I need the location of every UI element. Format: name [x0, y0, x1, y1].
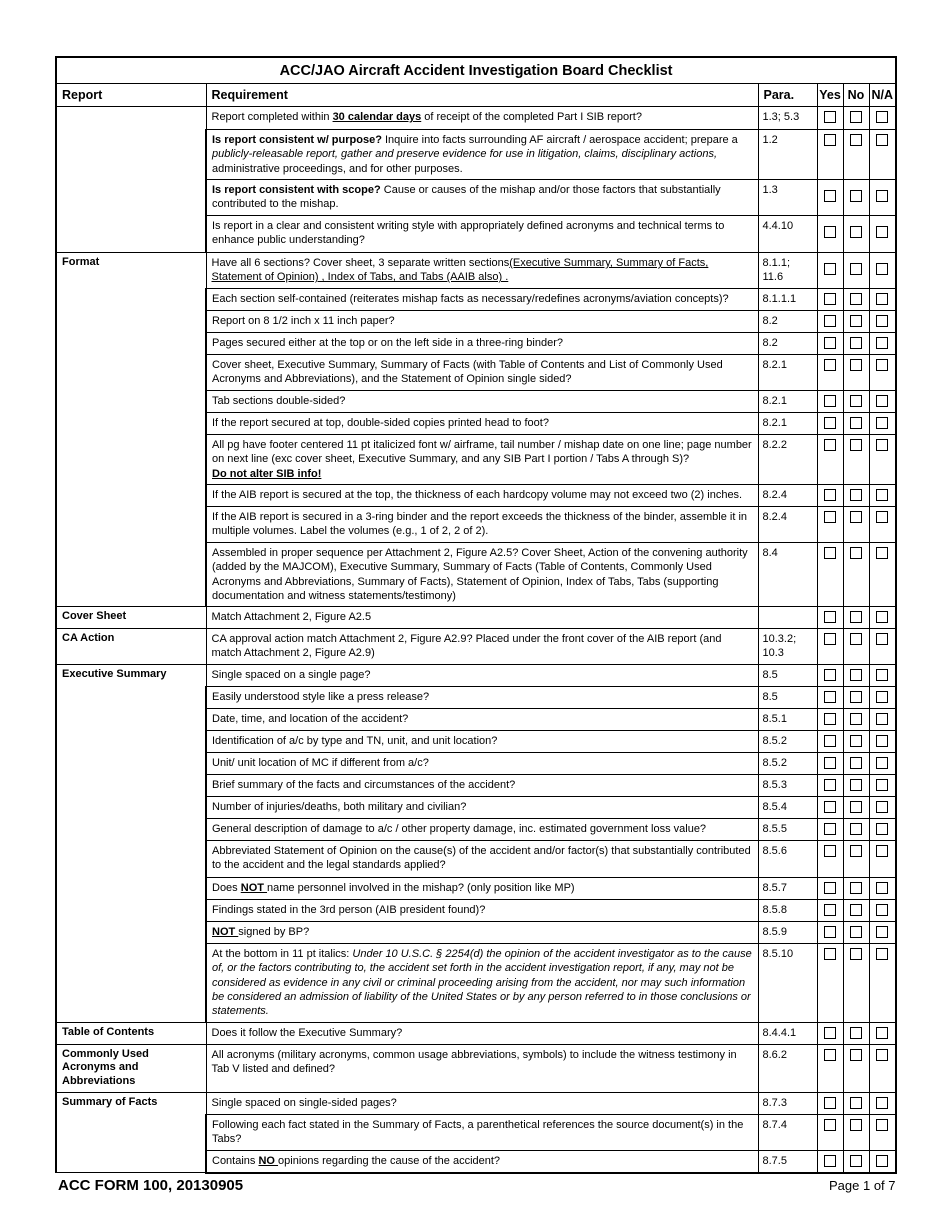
section-acronyms: Commonly Used Acronyms and Abbreviations — [56, 1044, 206, 1092]
para-ref: 1.3; 5.3 — [758, 107, 817, 130]
na-checkbox[interactable] — [869, 413, 896, 435]
no-checkbox[interactable] — [843, 629, 869, 665]
na-checkbox[interactable] — [869, 819, 896, 841]
na-checkbox[interactable] — [869, 1044, 896, 1092]
table-row — [56, 107, 896, 130]
para-ref: 8.2 — [758, 333, 817, 355]
yes-checkbox[interactable] — [817, 253, 843, 289]
para-ref: 8.4.4.1 — [758, 1022, 817, 1044]
para-ref: 8.5.2 — [758, 731, 817, 753]
para-ref — [758, 607, 817, 629]
no-checkbox[interactable] — [843, 253, 869, 289]
no-checkbox[interactable] — [843, 1114, 869, 1150]
yes-checkbox[interactable] — [817, 311, 843, 333]
para-ref: 8.5.2 — [758, 753, 817, 775]
requirement-text: Identification of a/c by type and TN, unit, and unit location? — [206, 731, 758, 753]
yes-checkbox[interactable] — [817, 900, 843, 922]
col-header-para: Para. — [758, 84, 817, 107]
para-ref: 8.5.9 — [758, 922, 817, 944]
na-checkbox[interactable] — [869, 753, 896, 775]
no-checkbox[interactable] — [843, 753, 869, 775]
para-ref: 8.2.4 — [758, 507, 817, 543]
no-checkbox[interactable] — [843, 607, 869, 629]
section-ca-action: CA Action — [56, 629, 206, 665]
requirement-text: Assembled in proper sequence per Attachment 2, Figure A2.5? Cover Sheet, Action of the convening authority (added by the MAJCOM), Executive Summary, Summary of Facts (Table of Contents, Commonly Used Acronyms and Abbreviations, Summary of Facts), Statement of Opinion, Index of Tabs, Tabs (supporting documentation and witness statements/testimony) — [206, 543, 758, 607]
na-checkbox[interactable] — [869, 289, 896, 311]
no-checkbox[interactable] — [843, 180, 869, 216]
no-checkbox[interactable] — [843, 797, 869, 819]
col-header-report: Report — [56, 84, 206, 107]
requirement-text: Easily understood style like a press release? — [206, 687, 758, 709]
requirement-text: If the report secured at top, double-sided copies printed head to foot? — [206, 413, 758, 435]
na-checkbox[interactable] — [869, 507, 896, 543]
col-header-yes: Yes — [817, 84, 843, 107]
para-ref: 8.2.1 — [758, 391, 817, 413]
para-ref: 4.4.10 — [758, 216, 817, 253]
na-checkbox[interactable] — [869, 665, 896, 687]
requirement-text: Match Attachment 2, Figure A2.5 — [206, 607, 758, 629]
para-ref: 8.2.2 — [758, 435, 817, 485]
yes-checkbox[interactable] — [817, 665, 843, 687]
yes-checkbox[interactable] — [817, 107, 843, 130]
yes-checkbox[interactable] — [817, 1022, 843, 1044]
na-checkbox[interactable] — [869, 1022, 896, 1044]
table-row — [56, 1092, 896, 1114]
para-ref: 8.5.10 — [758, 944, 817, 1022]
section-table-of-contents: Table of Contents — [56, 1022, 206, 1044]
yes-checkbox[interactable] — [817, 797, 843, 819]
para-ref: 8.5.4 — [758, 797, 817, 819]
col-header-no: No — [843, 84, 869, 107]
para-ref: 8.4 — [758, 543, 817, 607]
page-number: Page 1 of 7 — [829, 1178, 896, 1193]
yes-checkbox[interactable] — [817, 878, 843, 900]
no-checkbox[interactable] — [843, 435, 869, 485]
na-checkbox[interactable] — [869, 1114, 896, 1150]
yes-checkbox[interactable] — [817, 180, 843, 216]
no-checkbox[interactable] — [843, 731, 869, 753]
no-checkbox[interactable] — [843, 1092, 869, 1114]
requirement-text: Each section self-contained (reiterates mishap facts as necessary/redefines acronyms/aviation concepts)? — [206, 289, 758, 311]
section-summary-of-facts: Summary of Facts — [56, 1092, 206, 1173]
no-checkbox[interactable] — [843, 900, 869, 922]
yes-checkbox[interactable] — [817, 775, 843, 797]
no-checkbox[interactable] — [843, 841, 869, 878]
yes-checkbox[interactable] — [817, 687, 843, 709]
no-checkbox[interactable] — [843, 507, 869, 543]
no-checkbox[interactable] — [843, 1022, 869, 1044]
form-number: ACC FORM 100, 20130905 — [58, 1177, 244, 1194]
requirement-text: Pages secured either at the top or on the left side in a three-ring binder? — [206, 333, 758, 355]
yes-checkbox[interactable] — [817, 629, 843, 665]
requirement-text: All acronyms (military acronyms, common usage abbreviations, symbols) to include the witness testimony in Tab V listed and defined? — [206, 1044, 758, 1092]
requirement-text: NOT signed by BP? — [206, 922, 758, 944]
requirement-text: Does it follow the Executive Summary? — [206, 1022, 758, 1044]
na-checkbox[interactable] — [869, 731, 896, 753]
na-checkbox[interactable] — [869, 311, 896, 333]
no-checkbox[interactable] — [843, 130, 869, 180]
requirement-text: If the AIB report is secured at the top, the thickness of each hardcopy volume may not exceed two (2) inches. — [206, 485, 758, 507]
para-ref: 10.3.2; 10.3 — [758, 629, 817, 665]
na-checkbox[interactable] — [869, 355, 896, 391]
yes-checkbox[interactable] — [817, 841, 843, 878]
requirement-text: Tab sections double-sided? — [206, 391, 758, 413]
requirement-text: Is report consistent with scope? Cause or causes of the mishap and/or those factors that substantially contributed to the mishap. — [206, 180, 758, 216]
para-ref: 8.2.1 — [758, 355, 817, 391]
requirement-text: Cover sheet, Executive Summary, Summary of Facts (with Table of Contents and List of Commonly Used Acronyms and Abbreviations), and the Statement of Opinion single sided? — [206, 355, 758, 391]
para-ref: 8.5.1 — [758, 709, 817, 731]
no-checkbox[interactable] — [843, 413, 869, 435]
para-ref: 1.3 — [758, 180, 817, 216]
na-checkbox[interactable] — [869, 253, 896, 289]
yes-checkbox[interactable] — [817, 922, 843, 944]
para-ref: 8.7.3 — [758, 1092, 817, 1114]
yes-checkbox[interactable] — [817, 543, 843, 607]
requirement-text: Single spaced on single-sided pages? — [206, 1092, 758, 1114]
yes-checkbox[interactable] — [817, 753, 843, 775]
para-ref: 1.2 — [758, 130, 817, 180]
na-checkbox[interactable] — [869, 607, 896, 629]
na-checkbox[interactable] — [869, 1092, 896, 1114]
para-ref: 8.5.5 — [758, 819, 817, 841]
requirement-text: Is report consistent w/ purpose? Inquire into facts surrounding AF aircraft / aerospace accident; prepare a publicly-releasable report, gather and preserve evidence for use in litigation, claims, disciplinary actions, administrative proceedings, and for other purposes. — [206, 130, 758, 180]
para-ref: 8.2.1 — [758, 413, 817, 435]
na-checkbox[interactable] — [869, 333, 896, 355]
requirement-text: Findings stated in the 3rd person (AIB president found)? — [206, 900, 758, 922]
para-ref: 8.6.2 — [758, 1044, 817, 1092]
yes-checkbox[interactable] — [817, 1044, 843, 1092]
no-checkbox[interactable] — [843, 1044, 869, 1092]
yes-checkbox[interactable] — [817, 1114, 843, 1150]
para-ref: 8.5 — [758, 665, 817, 687]
no-checkbox[interactable] — [843, 311, 869, 333]
na-checkbox[interactable] — [869, 216, 896, 253]
no-checkbox[interactable] — [843, 878, 869, 900]
requirement-text: Abbreviated Statement of Opinion on the cause(s) of the accident and/or factor(s) that substantially contributed to the accident and the legal standards applied? — [206, 841, 758, 878]
checklist-table — [55, 56, 897, 1174]
col-header-na: N/A — [869, 84, 896, 107]
requirement-text: Brief summary of the facts and circumstances of the accident? — [206, 775, 758, 797]
no-checkbox[interactable] — [843, 216, 869, 253]
no-checkbox[interactable] — [843, 687, 869, 709]
na-checkbox[interactable] — [869, 1150, 896, 1173]
na-checkbox[interactable] — [869, 391, 896, 413]
requirement-text: All pg have footer centered 11 pt italicized font w/ airframe, tail number / mishap date on one line; page number on next line (exc cover sheet, Executive Summary, and any SIB Part I portion / Tabs A through S)? Do not alter SIB info! — [206, 435, 758, 485]
yes-checkbox[interactable] — [817, 709, 843, 731]
requirement-text: Is report in a clear and consistent writing style with appropriately defined acronyms and technical terms to enhance public understanding? — [206, 216, 758, 253]
para-ref: 8.5 — [758, 687, 817, 709]
requirement-text: Unit/ unit location of MC if different from a/c? — [206, 753, 758, 775]
yes-checkbox[interactable] — [817, 607, 843, 629]
yes-checkbox[interactable] — [817, 944, 843, 1022]
na-checkbox[interactable] — [869, 841, 896, 878]
para-ref: 8.2 — [758, 311, 817, 333]
yes-checkbox[interactable] — [817, 731, 843, 753]
requirement-text: Have all 6 sections? Cover sheet, 3 separate written sections(Executive Summary, Summary of Facts, Statement of Opinion) , Index of Tabs, and Tabs (AAIB also) . — [206, 253, 758, 289]
requirement-text: Report completed within 30 calendar days of receipt of the completed Part I SIB report? — [206, 107, 758, 130]
no-checkbox[interactable] — [843, 289, 869, 311]
para-ref: 8.7.4 — [758, 1114, 817, 1150]
na-checkbox[interactable] — [869, 435, 896, 485]
yes-checkbox[interactable] — [817, 355, 843, 391]
na-checkbox[interactable] — [869, 709, 896, 731]
no-checkbox[interactable] — [843, 391, 869, 413]
no-checkbox[interactable] — [843, 709, 869, 731]
na-checkbox[interactable] — [869, 900, 896, 922]
requirement-text: Does NOT name personnel involved in the mishap? (only position like MP) — [206, 878, 758, 900]
checklist-form — [55, 56, 895, 1174]
table-row — [56, 629, 896, 665]
para-ref: 8.5.8 — [758, 900, 817, 922]
para-ref: 8.1.1.1 — [758, 289, 817, 311]
para-ref: 8.5.3 — [758, 775, 817, 797]
yes-checkbox[interactable] — [817, 485, 843, 507]
requirement-text: At the bottom in 11 pt italics: Under 10 U.S.C. § 2254(d) the opinion of the accident investigator as to the cause of, or the factors contributing to, the accident set forth in the accident investigation report, if any, may not be considered as evidence in any civil or criminal proceeding arising from the accident, nor may such information be considered an admission of liability of the United States or by any person referred to in those conclusions or statements. — [206, 944, 758, 1022]
para-ref: 8.1.1; 11.6 — [758, 253, 817, 289]
section-cover-sheet: Cover Sheet — [56, 607, 206, 629]
yes-checkbox[interactable] — [817, 1092, 843, 1114]
requirement-text: If the AIB report is secured in a 3-ring binder and the report exceeds the thickness of the binder, assemble it in multiple volumes. Label the volumes (e.g., 1 of 2, 2 of 2). — [206, 507, 758, 543]
section-format: Format — [56, 253, 206, 607]
no-checkbox[interactable] — [843, 1150, 869, 1173]
na-checkbox[interactable] — [869, 797, 896, 819]
no-checkbox[interactable] — [843, 775, 869, 797]
yes-checkbox[interactable] — [817, 435, 843, 485]
na-checkbox[interactable] — [869, 107, 896, 130]
no-checkbox[interactable] — [843, 665, 869, 687]
table-row — [56, 1044, 896, 1092]
na-checkbox[interactable] — [869, 543, 896, 607]
table-row — [56, 665, 896, 687]
table-row — [56, 607, 896, 629]
table-row — [56, 253, 896, 289]
requirement-text: Date, time, and location of the accident? — [206, 709, 758, 731]
para-ref: 8.2.4 — [758, 485, 817, 507]
form-title: ACC/JAO Aircraft Accident Investigation Board Checklist — [56, 57, 896, 84]
requirement-text: Number of injuries/deaths, both military and civilian? — [206, 797, 758, 819]
yes-checkbox[interactable] — [817, 216, 843, 253]
na-checkbox[interactable] — [869, 485, 896, 507]
no-checkbox[interactable] — [843, 355, 869, 391]
section-general — [56, 107, 206, 253]
na-checkbox[interactable] — [869, 922, 896, 944]
na-checkbox[interactable] — [869, 944, 896, 1022]
table-row — [56, 1022, 896, 1044]
na-checkbox[interactable] — [869, 878, 896, 900]
no-checkbox[interactable] — [843, 107, 869, 130]
para-ref: 8.5.6 — [758, 841, 817, 878]
no-checkbox[interactable] — [843, 819, 869, 841]
na-checkbox[interactable] — [869, 180, 896, 216]
section-executive-summary: Executive Summary — [56, 665, 206, 1022]
na-checkbox[interactable] — [869, 629, 896, 665]
yes-checkbox[interactable] — [817, 413, 843, 435]
no-checkbox[interactable] — [843, 543, 869, 607]
no-checkbox[interactable] — [843, 485, 869, 507]
no-checkbox[interactable] — [843, 922, 869, 944]
no-checkbox[interactable] — [843, 944, 869, 1022]
no-checkbox[interactable] — [843, 333, 869, 355]
col-header-requirement: Requirement — [206, 84, 758, 107]
yes-checkbox[interactable] — [817, 819, 843, 841]
para-ref: 8.7.5 — [758, 1150, 817, 1173]
requirement-text: Single spaced on a single page? — [206, 665, 758, 687]
na-checkbox[interactable] — [869, 775, 896, 797]
requirement-text: Contains NO opinions regarding the cause of the accident? — [206, 1150, 758, 1173]
na-checkbox[interactable] — [869, 687, 896, 709]
yes-checkbox[interactable] — [817, 333, 843, 355]
requirement-text: CA approval action match Attachment 2, Figure A2.9? Placed under the front cover of the AIB report (and match Attachment 2, Figure A2.9) — [206, 629, 758, 665]
para-ref: 8.5.7 — [758, 878, 817, 900]
yes-checkbox[interactable] — [817, 130, 843, 180]
requirement-text: Report on 8 1/2 inch x 11 inch paper? — [206, 311, 758, 333]
yes-checkbox[interactable] — [817, 507, 843, 543]
requirement-text: General description of damage to a/c / other property damage, inc. estimated government loss value? — [206, 819, 758, 841]
requirement-text: Following each fact stated in the Summary of Facts, a parenthetical references the source document(s) in the Tabs? — [206, 1114, 758, 1150]
na-checkbox[interactable] — [869, 130, 896, 180]
yes-checkbox[interactable] — [817, 1150, 843, 1173]
yes-checkbox[interactable] — [817, 391, 843, 413]
yes-checkbox[interactable] — [817, 289, 843, 311]
